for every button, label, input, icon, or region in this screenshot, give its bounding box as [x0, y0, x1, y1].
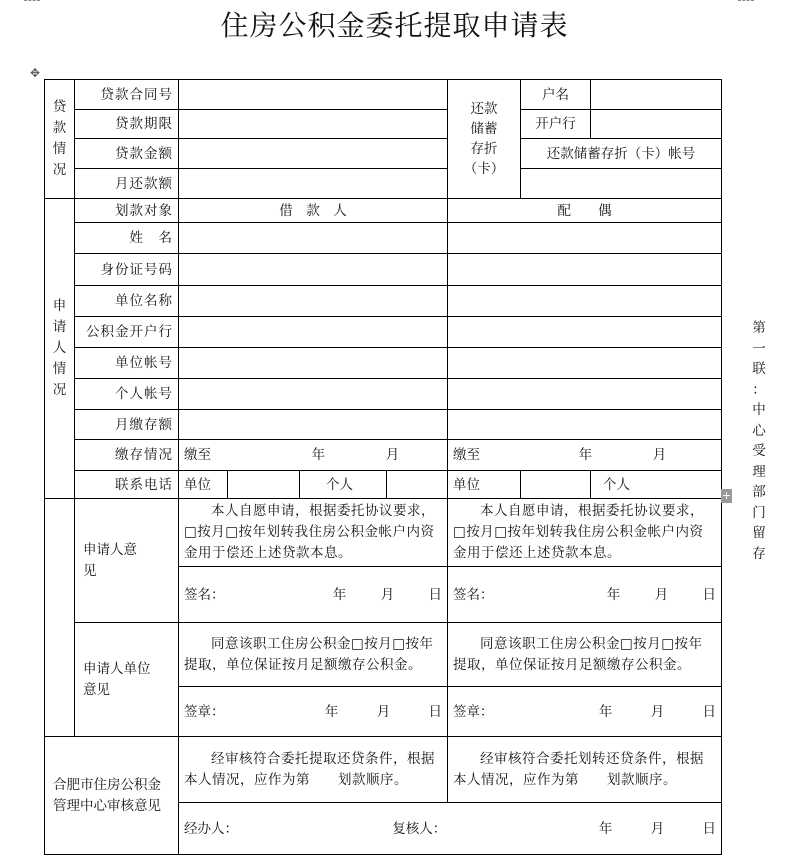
- field-monthly-repay[interactable]: [179, 169, 448, 199]
- opinion-left-blank: [45, 499, 75, 737]
- day-label: 日: [702, 703, 716, 720]
- borrower-unit-seal-row[interactable]: [179, 687, 448, 737]
- loan-group-label: [45, 80, 75, 199]
- spouse-unit-opinion-text: 同意该职工住房公积金□按月□按年提取，单位保证按月足额缴存公积金。: [448, 623, 722, 687]
- repay-group-label: [448, 80, 521, 199]
- label-account-name: 户名: [521, 80, 591, 110]
- corner-mark-left: [24, 0, 40, 2]
- sign-label: 签名：: [453, 586, 494, 603]
- unit-opinion-label: 申请人单位意见: [75, 623, 179, 737]
- label-employer: 单位名称: [75, 286, 179, 317]
- vertical-char: 心: [752, 422, 766, 439]
- year-label: 年: [311, 447, 326, 463]
- month-label: 月: [654, 586, 669, 603]
- field-borrower-monthly-deposit[interactable]: [179, 410, 448, 440]
- label-bank: 开户行: [521, 110, 591, 139]
- spouse-unit-seal-row[interactable]: [448, 687, 722, 737]
- vertical-char: 申: [52, 298, 67, 314]
- field-spouse-unit-account[interactable]: [448, 348, 722, 379]
- center-review-text-right: 经审核符合委托划转还贷条件，根据本人情况，应作为第 划款顺序。: [448, 737, 722, 803]
- vertical-line: （卡）: [463, 161, 505, 177]
- month-label: 月: [650, 703, 665, 720]
- day-label: 日: [428, 586, 442, 603]
- field-spouse-unit-phone[interactable]: [521, 471, 591, 499]
- label-borrower-personal-phone: 个人: [300, 471, 387, 499]
- vertical-char: 存: [752, 545, 766, 562]
- vertical-char: 人: [52, 340, 67, 356]
- vertical-char: 第: [752, 320, 766, 336]
- vertical-char: 留: [752, 525, 766, 541]
- label-deposit-status: 缴存情况: [75, 440, 179, 471]
- label-contact-phone: 联系电话: [75, 471, 179, 499]
- field-borrower-personal-phone[interactable]: [387, 471, 448, 499]
- add-row-icon[interactable]: +: [721, 489, 732, 502]
- reviewer-label: 复核人：: [392, 820, 447, 837]
- vertical-char: 情: [52, 361, 67, 377]
- field-borrower-deposit-status[interactable]: [179, 440, 448, 471]
- field-spouse-fund-bank[interactable]: [448, 317, 722, 348]
- side-note-copy-label: [748, 318, 770, 564]
- applicant-opinion-label: 申请人意见: [75, 499, 179, 623]
- year-label: 年: [324, 703, 339, 720]
- day-label: 日: [428, 703, 442, 720]
- sign-label: 签名：: [184, 586, 225, 603]
- vertical-char: 中: [752, 402, 766, 418]
- center-review-label: 合肥市住房公积金管理中心审核意见: [45, 737, 179, 855]
- vertical-line: 储蓄: [470, 121, 498, 137]
- field-loan-term[interactable]: [179, 110, 448, 139]
- label-id-no: 身份证号码: [75, 254, 179, 286]
- label-target: 划款对象: [75, 199, 179, 223]
- vertical-char: ：: [752, 381, 766, 398]
- day-label: 日: [702, 586, 716, 603]
- borrower-opinion-text: 本人自愿申请，根据委托协议要求，□按月□按年划转我住房公积金帐户内资金用于偿还上述贷款本息。: [179, 499, 448, 567]
- field-borrower-personal-account[interactable]: [179, 379, 448, 410]
- center-review-text-left: 经审核符合委托提取还贷条件，根据本人情况，应作为第 划款顺序。: [179, 737, 448, 803]
- month-label: 月: [380, 586, 395, 603]
- column-borrower: 借 款 人: [179, 199, 448, 223]
- center-signature-row[interactable]: [179, 803, 722, 855]
- vertical-char: 理: [752, 463, 766, 480]
- vertical-line: 还款: [470, 101, 498, 117]
- applicant-group-label: [45, 199, 75, 499]
- year-label: 年: [578, 447, 593, 463]
- field-loan-amount[interactable]: [179, 139, 448, 169]
- field-spouse-deposit-status[interactable]: [448, 440, 722, 471]
- seal-label: 签章：: [184, 703, 225, 720]
- spouse-opinion-text: 本人自愿申请，根据委托协议要求，□按月□按年划转我住房公积金帐户内资金用于偿还上述贷款本息。: [448, 499, 722, 567]
- month-label: 月: [385, 447, 400, 463]
- field-spouse-name[interactable]: [448, 223, 722, 254]
- field-borrower-unit-phone[interactable]: [228, 471, 300, 499]
- year-label: 年: [598, 703, 613, 720]
- label-monthly-deposit: 月缴存额: [75, 410, 179, 440]
- label-loan-amount: 贷款金额: [75, 139, 179, 169]
- field-account-name[interactable]: [591, 80, 722, 110]
- vertical-char: 一: [752, 340, 766, 357]
- spouse-signature-row[interactable]: [448, 567, 722, 623]
- year-label: 年: [606, 586, 621, 603]
- application-form-table: [44, 79, 722, 855]
- vertical-char: 部: [752, 484, 766, 500]
- label-borrower-unit-phone: 单位: [179, 471, 228, 499]
- month-label: 月: [376, 703, 391, 720]
- label-spouse-personal-phone: 个人: [591, 471, 722, 499]
- field-bank[interactable]: [591, 110, 722, 139]
- label-personal-account: 个人帐号: [75, 379, 179, 410]
- vertical-char: 况: [52, 382, 67, 398]
- vertical-line: 存折: [470, 141, 498, 157]
- seal-label: 签章：: [453, 703, 494, 720]
- vertical-char: 况: [52, 162, 67, 178]
- month-label: 月: [650, 820, 665, 837]
- vertical-char: 情: [52, 141, 67, 157]
- field-borrower-id[interactable]: [179, 254, 448, 286]
- label-name: 姓 名: [75, 223, 179, 254]
- borrower-unit-opinion-text: 同意该职工住房公积金□按月□按年提取，单位保证按月足额缴存公积金。: [179, 623, 448, 687]
- field-spouse-id[interactable]: [448, 254, 722, 286]
- vertical-char: 受: [752, 443, 766, 459]
- year-label: 年: [332, 586, 347, 603]
- field-borrower-unit-account[interactable]: [179, 348, 448, 379]
- label-unit-account: 单位帐号: [75, 348, 179, 379]
- paid-to-label: 缴至: [184, 447, 211, 463]
- label-repay-account-no: 还款储蓄存折（卡）帐号: [521, 139, 722, 169]
- field-spouse-personal-account[interactable]: [448, 379, 722, 410]
- label-loan-term: 贷款期限: [75, 110, 179, 139]
- borrower-signature-row[interactable]: [179, 567, 448, 623]
- field-spouse-employer[interactable]: [448, 286, 722, 317]
- field-borrower-employer[interactable]: [179, 286, 448, 317]
- field-spouse-monthly-deposit[interactable]: [448, 410, 722, 440]
- vertical-char: 款: [52, 120, 67, 136]
- vertical-char: 联: [752, 361, 766, 377]
- vertical-char: 请: [52, 319, 67, 335]
- table-move-handle-icon[interactable]: ✥: [30, 66, 41, 80]
- field-borrower-name[interactable]: [179, 223, 448, 254]
- handler-label: 经办人：: [184, 820, 238, 837]
- label-contract-no: 贷款合同号: [75, 80, 179, 110]
- paid-to-label: 缴至: [453, 447, 480, 463]
- vertical-char: 门: [752, 504, 766, 521]
- month-label: 月: [652, 447, 667, 463]
- year-label: 年: [598, 820, 613, 837]
- field-contract-no[interactable]: [179, 80, 448, 110]
- page-title: 住房公积金委托提取申请表: [220, 9, 569, 42]
- label-fund-bank: 公积金开户行: [75, 317, 179, 348]
- day-label: 日: [702, 820, 716, 837]
- label-monthly-repay: 月还款额: [75, 169, 179, 199]
- column-spouse: 配 偶: [448, 199, 722, 223]
- corner-mark-right: [738, 0, 754, 2]
- field-borrower-fund-bank[interactable]: [179, 317, 448, 348]
- label-spouse-unit-phone: 单位: [448, 471, 521, 499]
- field-repay-account-no[interactable]: [521, 169, 722, 199]
- vertical-char: 贷: [52, 99, 67, 115]
